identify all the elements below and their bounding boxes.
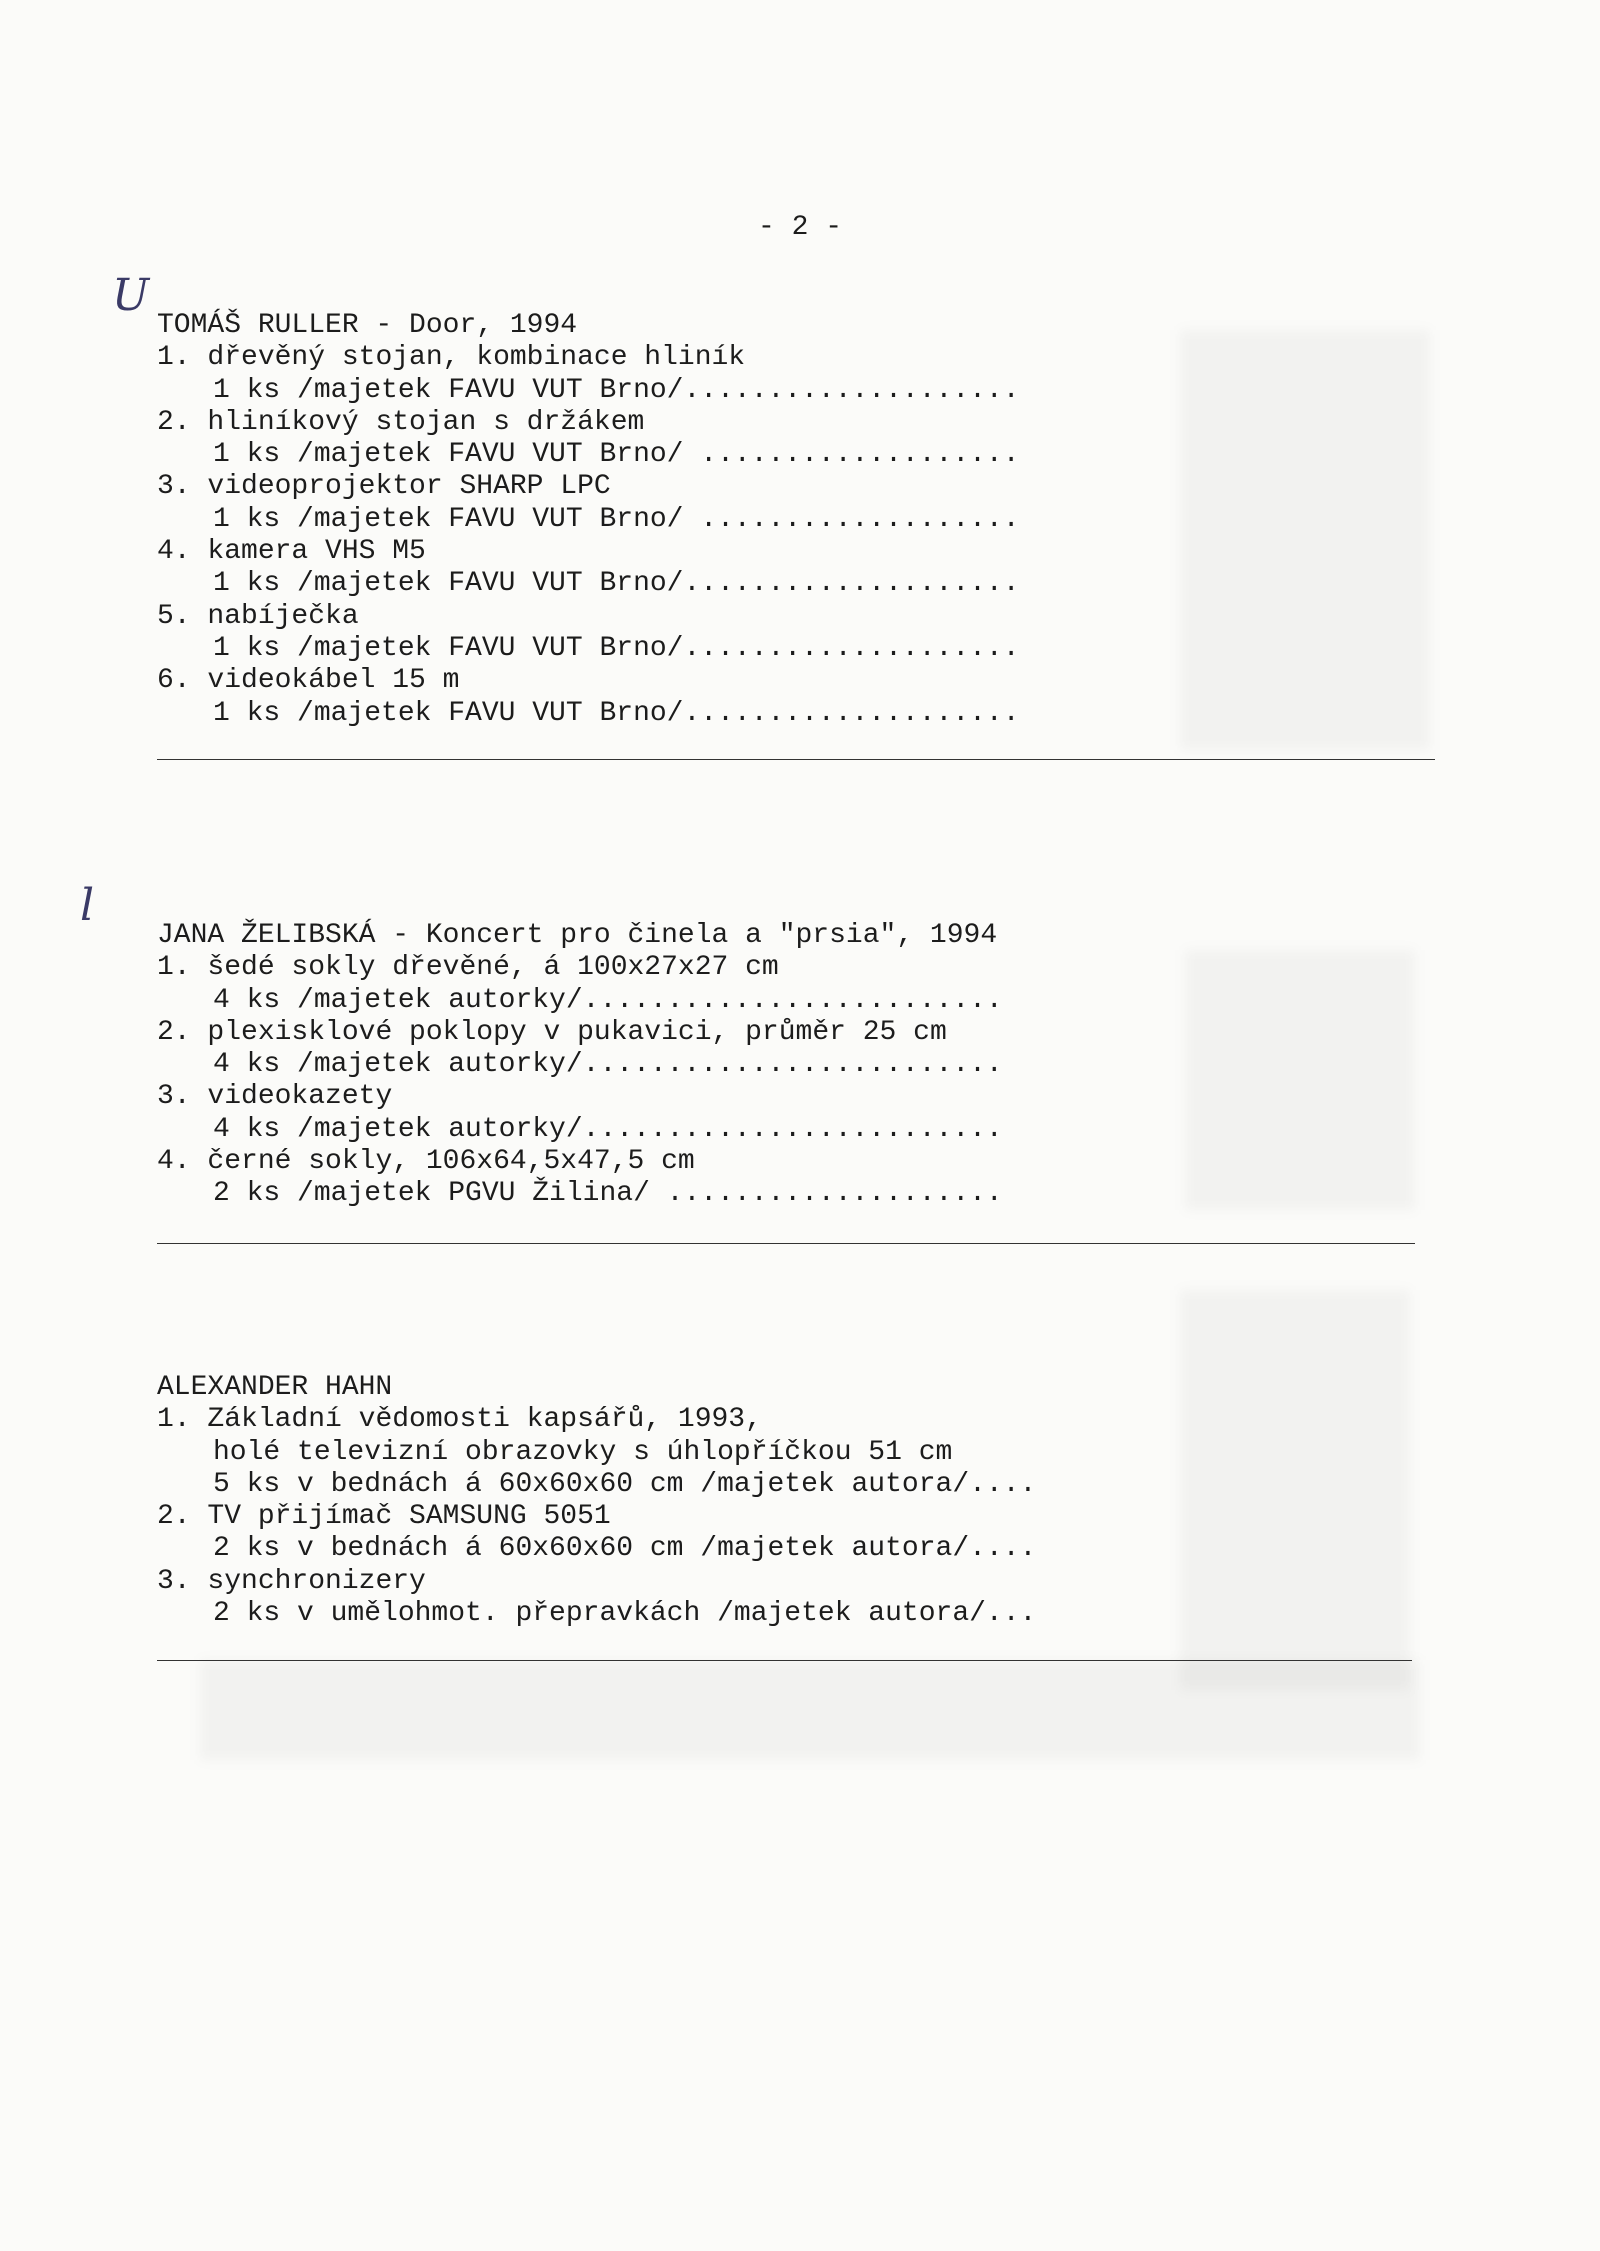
item-detail: 1 ks /majetek FAVU VUT Brno/.................... (213, 632, 1020, 664)
section-heading: JANA ŽELIBSKÁ - Koncert pro činela a "prsia", 1994 (157, 920, 998, 951)
item-number: 5. (157, 600, 191, 632)
item-number: 2. (157, 406, 191, 438)
item-number: 3. (157, 1565, 191, 1597)
separator-line (157, 1660, 1412, 1661)
list-item (157, 665, 1020, 697)
scan-smudge (1185, 950, 1415, 1210)
item-detail: 2 ks v umělohmot. přepravkách /majetek autora/... (213, 1598, 1037, 1630)
list-item (157, 1566, 1036, 1598)
item-number: 4. (157, 1146, 191, 1178)
list-item (157, 1404, 1036, 1436)
list-item (157, 601, 1020, 633)
page-number: - 2 - (757, 212, 842, 243)
list-item (157, 407, 1020, 439)
item-title: černé sokly, 106x64,5x47,5 cm (207, 1146, 695, 1178)
list-item (157, 1081, 1003, 1113)
list-item (157, 342, 1020, 374)
item-detail: 2 ks /majetek PGVU Žilina/ .................... (213, 1178, 1003, 1210)
item-number: 4. (157, 536, 191, 568)
section-heading: ALEXANDER HAHN (157, 1372, 393, 1403)
item-detail: 4 ks /majetek autorky/......................... (213, 1113, 1003, 1145)
item-title: videokazety (207, 1081, 393, 1113)
item-title: dřevěný stojan, kombinace hliník (207, 342, 746, 374)
item-title: šedé sokly dřevěné, á 100x27x27 cm (207, 952, 779, 984)
list-item (157, 536, 1020, 568)
item-detail: 1 ks /majetek FAVU VUT Brno/.................... (213, 568, 1020, 600)
item-number: 3. (157, 471, 191, 503)
section-hahn (157, 1372, 1036, 1630)
item-detail: 1 ks /majetek FAVU VUT Brno/.................... (213, 374, 1020, 406)
list-item (157, 471, 1020, 503)
item-title: plexisklové poklopy v pukavici, průměr 25 cm (207, 1016, 947, 1048)
item-detail: 4 ks /majetek autorky/......................... (213, 1049, 1003, 1081)
item-detail: 2 ks v bednách á 60x60x60 cm /majetek autora/.... (213, 1533, 1037, 1565)
list-item (157, 1017, 1003, 1049)
item-title: synchronizery (207, 1565, 426, 1597)
scan-smudge (1180, 330, 1430, 750)
item-title: hliníkový stojan s držákem (207, 406, 645, 438)
item-title: Základní vědomosti kapsářů, 1993, (207, 1404, 762, 1436)
item-detail: holé televizní obrazovky s úhlopříčkou 51 cm (213, 1436, 953, 1468)
item-number: 1. (157, 1404, 191, 1436)
separator-line (157, 1243, 1415, 1244)
item-title: videokábel 15 m (207, 665, 460, 697)
item-title: videoprojektor SHARP LPC (207, 471, 611, 503)
item-number: 3. (157, 1081, 191, 1113)
list-item (157, 1146, 1003, 1178)
margin-mark: U (112, 270, 150, 321)
item-number: 6. (157, 665, 191, 697)
item-number: 1. (157, 342, 191, 374)
list-item (157, 952, 1003, 984)
list-item (157, 1501, 1036, 1533)
scan-smudge (200, 1660, 1420, 1760)
scan-smudge (1180, 1290, 1410, 1690)
item-number: 1. (157, 952, 191, 984)
item-title: nabíječka (207, 600, 359, 632)
item-detail: 4 ks /majetek autorky/......................... (213, 984, 1003, 1016)
item-title: kamera VHS M5 (207, 536, 426, 568)
item-detail: 1 ks /majetek FAVU VUT Brno/ ................... (213, 503, 1020, 535)
section-zelibska (157, 920, 1003, 1211)
item-number: 2. (157, 1016, 191, 1048)
section-ruller (157, 310, 1020, 730)
item-detail: 1 ks /majetek FAVU VUT Brno/.................... (213, 697, 1020, 729)
item-number: 2. (157, 1501, 191, 1533)
item-detail: 1 ks /majetek FAVU VUT Brno/ ................... (213, 439, 1020, 471)
item-detail: 5 ks v bednách á 60x60x60 cm /majetek autora/.... (213, 1468, 1037, 1500)
margin-mark: l (80, 880, 95, 931)
separator-line (157, 759, 1435, 760)
section-heading: TOMÁŠ RULLER - Door, 1994 (157, 310, 578, 341)
item-title: TV přijímač SAMSUNG 5051 (207, 1501, 611, 1533)
